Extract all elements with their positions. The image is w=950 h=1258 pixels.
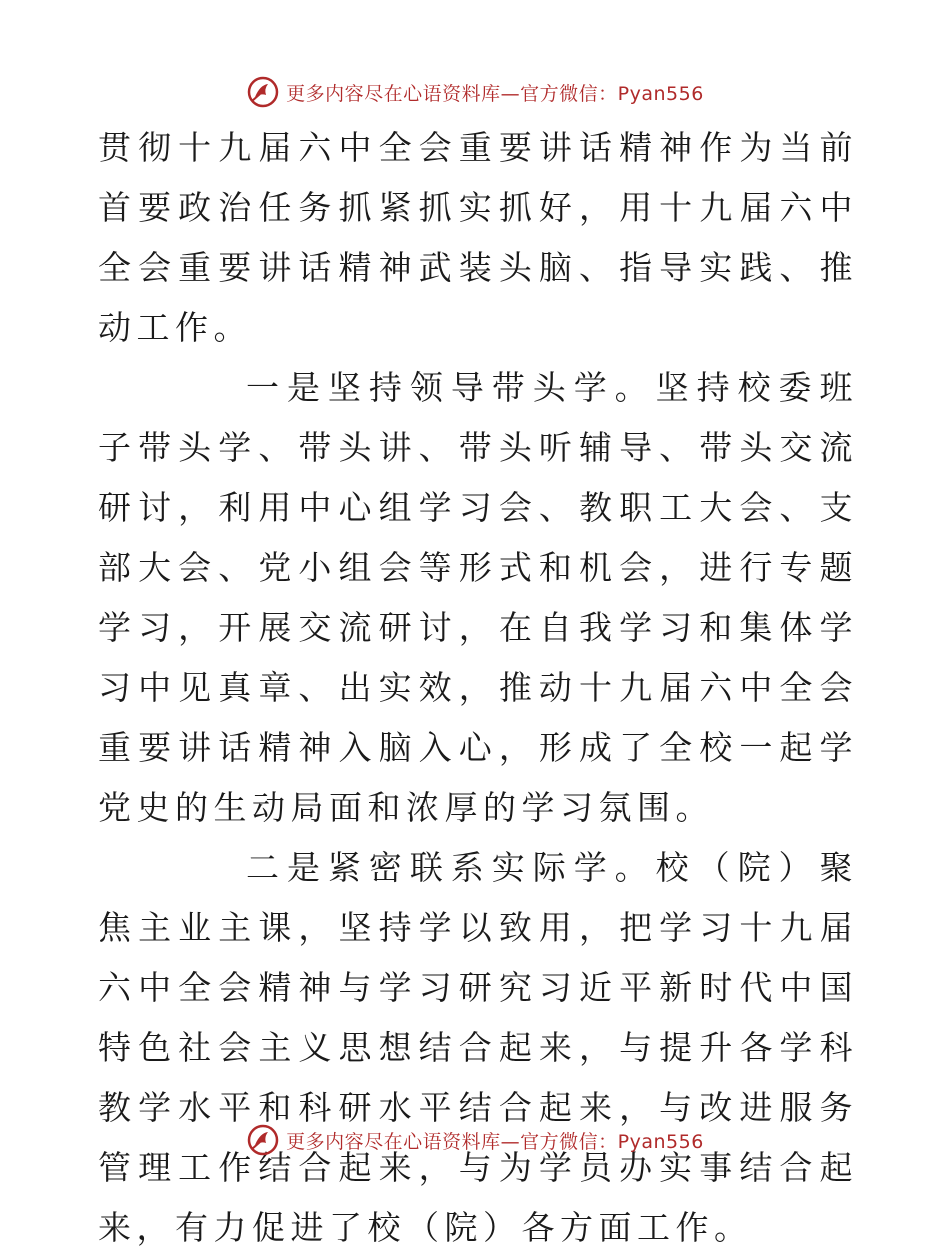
footer-banner-text: 更多内容尽在心语资料库—官方微信：Pyan556 [286, 1130, 704, 1153]
document-body [98, 118, 858, 1258]
paragraph-2: 一是坚持领导带头学。坚持校委班子带头学、带头讲、带头听辅导、带头交流研讨，利用中心组学习会、教职工大会、支部大会、党小组会等形式和机会，进行专题学习，开展交流研讨，在自我学习和集体学习中见真章、出实效，推动十九届六中全会重要讲话精神入脑入心，形成了全校一起学党史的生动局面和浓厚的学习氛围。 [98, 368, 858, 827]
seal-logo-icon [246, 75, 280, 109]
paragraph-1: 贯彻十九届六中全会重要讲话精神作为当前首要政治任务抓紧抓实抓好，用十九届六中全会重要讲话精神武装头脑、指导实践、推动工作。 [98, 128, 858, 347]
header-banner-text: 更多内容尽在心语资料库—官方微信：Pyan556 [286, 82, 704, 105]
footer-banner [0, 1120, 950, 1160]
paragraph-3: 二是紧密联系实际学。校（院）聚焦主业主课，坚持学以致用，把学习十九届六中全会精神与学习研究习近平新时代中国特色社会主义思想结合起来，与提升各学科教学水平和科研水平结合起来，与改进服务管理工作结合起来，与为学员办实事结合起来，有力促进了校（院）各方面工作。 [98, 848, 858, 1247]
header-banner [0, 72, 950, 112]
seal-logo-icon [246, 1123, 280, 1157]
